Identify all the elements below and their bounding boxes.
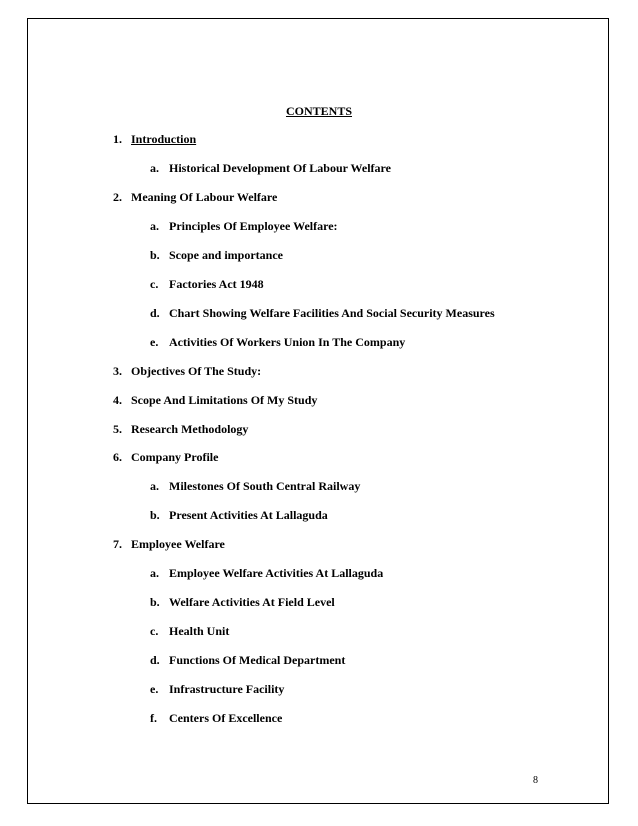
- toc-entry-number: 6.: [113, 450, 122, 464]
- toc-entry-number: b.: [150, 248, 160, 262]
- toc-entry-4: [113, 393, 317, 407]
- toc-entry-label: Factories Act 1948: [169, 277, 264, 291]
- toc-entry-number: e.: [150, 335, 159, 349]
- toc-entry-number: 1.: [113, 132, 122, 146]
- toc-entry-label: Milestones Of South Central Railway: [169, 479, 361, 493]
- toc-entry-number: e.: [150, 682, 159, 696]
- toc-entry-label: Centers Of Excellence: [169, 711, 283, 725]
- toc-entry-label: Health Unit: [169, 624, 230, 638]
- toc-entry-7e: [150, 682, 284, 696]
- toc-entry-2a: [150, 219, 338, 233]
- toc-entry-number: 5.: [113, 422, 122, 436]
- toc-entry-number: a.: [150, 161, 159, 175]
- toc-entry-7b: [150, 595, 335, 609]
- toc-entry-number: a.: [150, 566, 159, 580]
- toc-entry-7: [113, 537, 225, 551]
- toc-entry-6b: [150, 508, 328, 522]
- toc-entry-1: [113, 132, 196, 146]
- toc-entry-6a: [150, 479, 360, 493]
- toc-entry-label: Chart Showing Welfare Facilities And Social Security Measures: [169, 306, 495, 320]
- toc-entry-number: c.: [150, 624, 159, 638]
- toc-entry-label: Scope and importance: [169, 248, 283, 262]
- toc-entry-number: b.: [150, 595, 160, 609]
- toc-entry-number: d.: [150, 653, 160, 667]
- toc-entry-label: Scope And Limitations Of My Study: [131, 393, 318, 407]
- toc-entry-label: Research Methodology: [131, 422, 249, 436]
- toc-entry-2: [113, 190, 277, 204]
- toc-entry-7c: [150, 624, 229, 638]
- toc-entry-label: Functions Of Medical Department: [169, 653, 346, 667]
- toc-entry-7a: [150, 566, 383, 580]
- toc-entry-1a: [150, 161, 391, 175]
- toc-entry-5: [113, 422, 248, 436]
- toc-entry-label: Present Activities At Lallaguda: [169, 508, 328, 522]
- toc-entry-3: [113, 364, 261, 378]
- toc-entry-label: Infrastructure Facility: [169, 682, 285, 696]
- page-number: 8: [533, 775, 538, 786]
- toc-entry-7f: [150, 711, 282, 725]
- toc-entry-label: Activities Of Workers Union In The Company: [169, 335, 406, 349]
- toc-entry-label: Objectives Of The Study:: [131, 364, 262, 378]
- toc-entry-7d: [150, 653, 345, 667]
- toc-entry-label: Welfare Activities At Field Level: [169, 595, 335, 609]
- toc-entry-number: d.: [150, 306, 160, 320]
- toc-entry-label: Introduction: [131, 132, 197, 146]
- toc-entry-2d: [150, 306, 495, 320]
- toc-entry-number: 4.: [113, 393, 122, 407]
- toc-entry-number: c.: [150, 277, 159, 291]
- toc-entry-number: a.: [150, 219, 159, 233]
- toc-entry-label: Historical Development Of Labour Welfare: [169, 161, 391, 175]
- toc-entry-2e: [150, 335, 405, 349]
- toc-entry-label: Company Profile: [131, 450, 219, 464]
- toc-entry-6: [113, 450, 218, 464]
- toc-entry-2b: [150, 248, 283, 262]
- toc-entry-number: b.: [150, 508, 160, 522]
- toc-entry-label: Employee Welfare: [131, 537, 225, 551]
- toc-entry-number: 3.: [113, 364, 122, 378]
- contents-title: CONTENTS: [285, 104, 353, 118]
- toc-entry-number: 2.: [113, 190, 122, 204]
- toc-entry-label: Principles Of Employee Welfare:: [169, 219, 338, 233]
- toc-entry-2c: [150, 277, 264, 291]
- toc-entry-number: 7.: [113, 537, 122, 551]
- toc-entry-number: a.: [150, 479, 159, 493]
- toc-entry-number: f.: [150, 711, 157, 725]
- toc-entry-label: Meaning Of Labour Welfare: [131, 190, 278, 204]
- toc-entry-label: Employee Welfare Activities At Lallaguda: [169, 566, 384, 580]
